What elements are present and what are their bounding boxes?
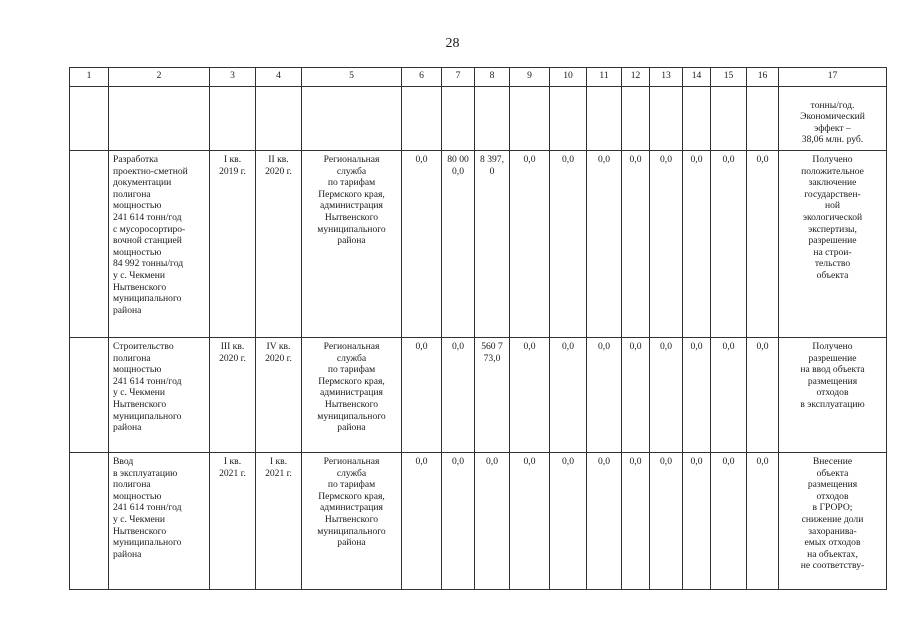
cell-col-17: Получено положительное заключение государствен- ной экологической экспертизы, разрешение на строи- тельство объекта — [779, 151, 887, 338]
header-row — [70, 68, 887, 87]
cell-col-15: 0,0 — [711, 453, 747, 590]
header-col-9: 9 — [510, 68, 550, 87]
cell-col-10: 0,0 — [550, 151, 587, 338]
page-number: 28 — [445, 36, 460, 51]
cell-col-14: 0,0 — [683, 453, 711, 590]
header-col-1: 1 — [70, 68, 109, 87]
cell-col-13: 0,0 — [650, 151, 683, 338]
cell-col-11: 0,0 — [587, 453, 622, 590]
header-col-15: 15 — [711, 68, 747, 87]
cell-col-9: 0,0 — [510, 151, 550, 338]
header-col-10: 10 — [550, 68, 587, 87]
cell-col-4: II кв. 2020 г. — [256, 151, 302, 338]
header-col-16: 16 — [747, 68, 779, 87]
cell-col-11: 0,0 — [587, 338, 622, 453]
cell-col-1 — [70, 338, 109, 453]
cell-col-6: 0,0 — [402, 338, 442, 453]
header-col-7: 7 — [442, 68, 475, 87]
cell-col-17: Внесение объекта размещения отходов в ГРОРО; снижение доли захоранива- емых отходов на объектах, не соответству- — [779, 453, 887, 590]
cell-col-5: Региональная служба по тарифам Пермского края, администрация Нытвенского муниципального района — [302, 151, 402, 338]
cell-col-8 — [475, 87, 510, 151]
cell-col-3 — [210, 87, 256, 151]
header-col-6: 6 — [402, 68, 442, 87]
cell-col-17: Получено разрешение на ввод объекта размещения отходов в эксплуатацию — [779, 338, 887, 453]
cell-col-16: 0,0 — [747, 338, 779, 453]
cell-col-4 — [256, 87, 302, 151]
cell-col-7 — [442, 87, 475, 151]
header-col-3: 3 — [210, 68, 256, 87]
header-col-17: 17 — [779, 68, 887, 87]
cell-col-2: Строительство полигона мощностью 241 614 тонн/год у с. Чекмени Нытвенского муниципального района — [109, 338, 210, 453]
cell-col-8: 8 397, 0 — [475, 151, 510, 338]
table-row — [70, 453, 887, 590]
cell-col-11 — [587, 87, 622, 151]
cell-col-14: 0,0 — [683, 338, 711, 453]
cell-col-2: Ввод в эксплуатацию полигона мощностью 241 614 тонн/год у с. Чекмени Нытвенского муниципального района — [109, 453, 210, 590]
plan-table — [69, 67, 887, 590]
cell-col-16: 0,0 — [747, 453, 779, 590]
cell-col-6: 0,0 — [402, 453, 442, 590]
cell-col-8: 0,0 — [475, 453, 510, 590]
header-col-11: 11 — [587, 68, 622, 87]
cell-col-3: I кв. 2021 г. — [210, 453, 256, 590]
cell-col-13: 0,0 — [650, 338, 683, 453]
header-col-12: 12 — [622, 68, 650, 87]
cell-col-16: 0,0 — [747, 151, 779, 338]
cell-col-16 — [747, 87, 779, 151]
cell-col-1 — [70, 453, 109, 590]
header-col-13: 13 — [650, 68, 683, 87]
cell-col-15: 0,0 — [711, 338, 747, 453]
cell-col-2: Разработка проектно-сметной документации полигона мощностью 241 614 тонн/год с мусоросортиро- вочной станцией мощностью 84 992 тонны/год у с. Чекмени Нытвенского муниципального района — [109, 151, 210, 338]
cell-col-5 — [302, 87, 402, 151]
cell-col-14 — [683, 87, 711, 151]
cell-col-1 — [70, 87, 109, 151]
cell-col-10: 0,0 — [550, 338, 587, 453]
cell-col-2 — [109, 87, 210, 151]
cell-col-4: IV кв. 2020 г. — [256, 338, 302, 453]
cell-col-13: 0,0 — [650, 453, 683, 590]
header-col-8: 8 — [475, 68, 510, 87]
cell-col-14: 0,0 — [683, 151, 711, 338]
cell-col-1 — [70, 151, 109, 338]
cell-col-10: 0,0 — [550, 453, 587, 590]
cell-col-9 — [510, 87, 550, 151]
cell-col-11: 0,0 — [587, 151, 622, 338]
cell-col-7: 0,0 — [442, 338, 475, 453]
cell-col-12: 0,0 — [622, 151, 650, 338]
cell-col-6 — [402, 87, 442, 151]
cell-col-12: 0,0 — [622, 338, 650, 453]
cell-col-6: 0,0 — [402, 151, 442, 338]
cell-col-9: 0,0 — [510, 338, 550, 453]
header-col-14: 14 — [683, 68, 711, 87]
cell-col-12: 0,0 — [622, 453, 650, 590]
cell-col-15: 0,0 — [711, 151, 747, 338]
cell-col-3: III кв. 2020 г. — [210, 338, 256, 453]
table-row — [70, 338, 887, 453]
cell-col-5: Региональная служба по тарифам Пермского края, администрация Нытвенского муниципального района — [302, 338, 402, 453]
table-row — [70, 151, 887, 338]
cell-col-9: 0,0 — [510, 453, 550, 590]
header-col-2: 2 — [109, 68, 210, 87]
cell-col-7: 0,0 — [442, 453, 475, 590]
header-col-5: 5 — [302, 68, 402, 87]
cell-col-17: тонны/год. Экономический эффект – 38,06 млн. руб. — [779, 87, 887, 151]
cell-col-7: 80 00 0,0 — [442, 151, 475, 338]
cell-col-3: I кв. 2019 г. — [210, 151, 256, 338]
cell-col-12 — [622, 87, 650, 151]
cell-col-15 — [711, 87, 747, 151]
table-row — [70, 87, 887, 151]
cell-col-4: I кв. 2021 г. — [256, 453, 302, 590]
header-col-4: 4 — [256, 68, 302, 87]
cell-col-5: Региональная служба по тарифам Пермского края, администрация Нытвенского муниципального района — [302, 453, 402, 590]
cell-col-8: 560 7 73,0 — [475, 338, 510, 453]
cell-col-13 — [650, 87, 683, 151]
cell-col-10 — [550, 87, 587, 151]
